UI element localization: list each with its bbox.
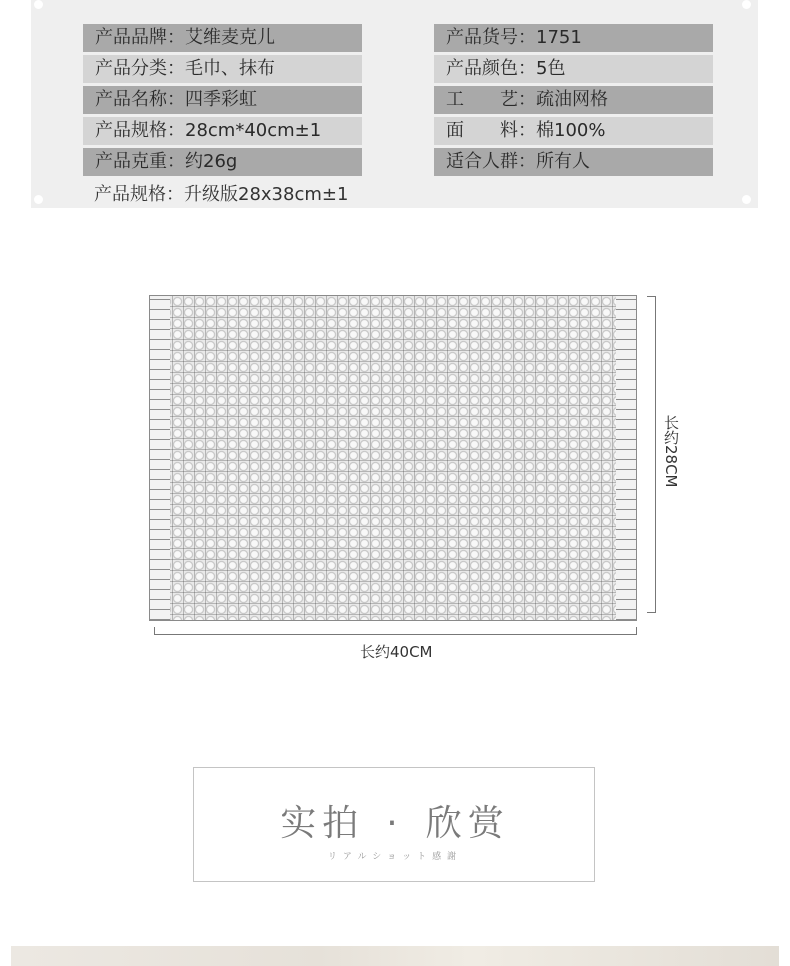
spec-value: 约26g	[185, 151, 238, 172]
pin-dot	[742, 195, 751, 204]
section-title-left: 实拍	[280, 803, 365, 844]
spec-value: 5色	[536, 58, 566, 79]
spec-value: 毛巾、抹布	[185, 58, 275, 79]
spec-row-audience	[434, 148, 713, 176]
spec-label: 产品颜色：	[446, 58, 536, 79]
photo-strip	[11, 946, 779, 966]
spec-value: 所有人	[536, 151, 590, 172]
height-dimension-line	[655, 296, 656, 613]
height-dimension-label: 长约28CM	[662, 415, 680, 488]
spec-label: 产品分类：	[95, 58, 185, 79]
spec-label: 产品货号：	[446, 27, 536, 48]
section-title	[0, 795, 790, 846]
towel-fringe-right	[616, 296, 636, 620]
spec-label: 产品克重：	[95, 151, 185, 172]
width-dimension-line	[154, 634, 637, 635]
pin-dot	[742, 0, 751, 9]
width-dimension-cap	[636, 627, 637, 635]
spec-label: 面 料：	[446, 120, 536, 141]
spec-row-weight	[83, 148, 362, 176]
spec-label: 产品规格：	[95, 120, 185, 141]
spec-row-item-no	[434, 24, 713, 52]
spec-row-color	[434, 55, 713, 83]
spec-row-fabric	[434, 117, 713, 145]
spec-row-size	[83, 117, 362, 145]
pin-dot	[34, 0, 43, 9]
spec-value: 疏油网格	[536, 89, 608, 110]
height-dimension-cap	[647, 612, 656, 613]
section-subtitle: リアルショット感謝	[327, 852, 463, 862]
spec-row-name	[83, 86, 362, 114]
width-dimension-label: 长约40CM	[360, 643, 433, 661]
spec-value: 四季彩虹	[185, 89, 257, 110]
spec-label: 产品名称：	[95, 89, 185, 110]
section-title-dot: ·	[386, 803, 404, 844]
towel-fringe-left	[150, 296, 170, 620]
height-dimension-cap	[647, 296, 656, 297]
spec-row-category	[83, 55, 362, 83]
spec-value: 棉100%	[536, 120, 606, 141]
section-title-right: 欣赏	[425, 803, 510, 844]
spec-value: 28cm*40cm±1	[185, 120, 322, 141]
towel-illustration	[149, 295, 637, 621]
spec-extra-upgrade: 产品规格：升级版28x38cm±1	[94, 184, 349, 205]
spec-value: 1751	[536, 27, 582, 48]
spec-label: 产品品牌：	[95, 27, 185, 48]
spec-row-brand	[83, 24, 362, 52]
spec-value: 艾维麦克儿	[185, 27, 275, 48]
width-dimension-cap	[154, 627, 155, 635]
spec-label: 工 艺：	[446, 89, 536, 110]
spec-row-craft	[434, 86, 713, 114]
spec-label: 适合人群：	[446, 151, 536, 172]
pin-dot	[34, 195, 43, 204]
